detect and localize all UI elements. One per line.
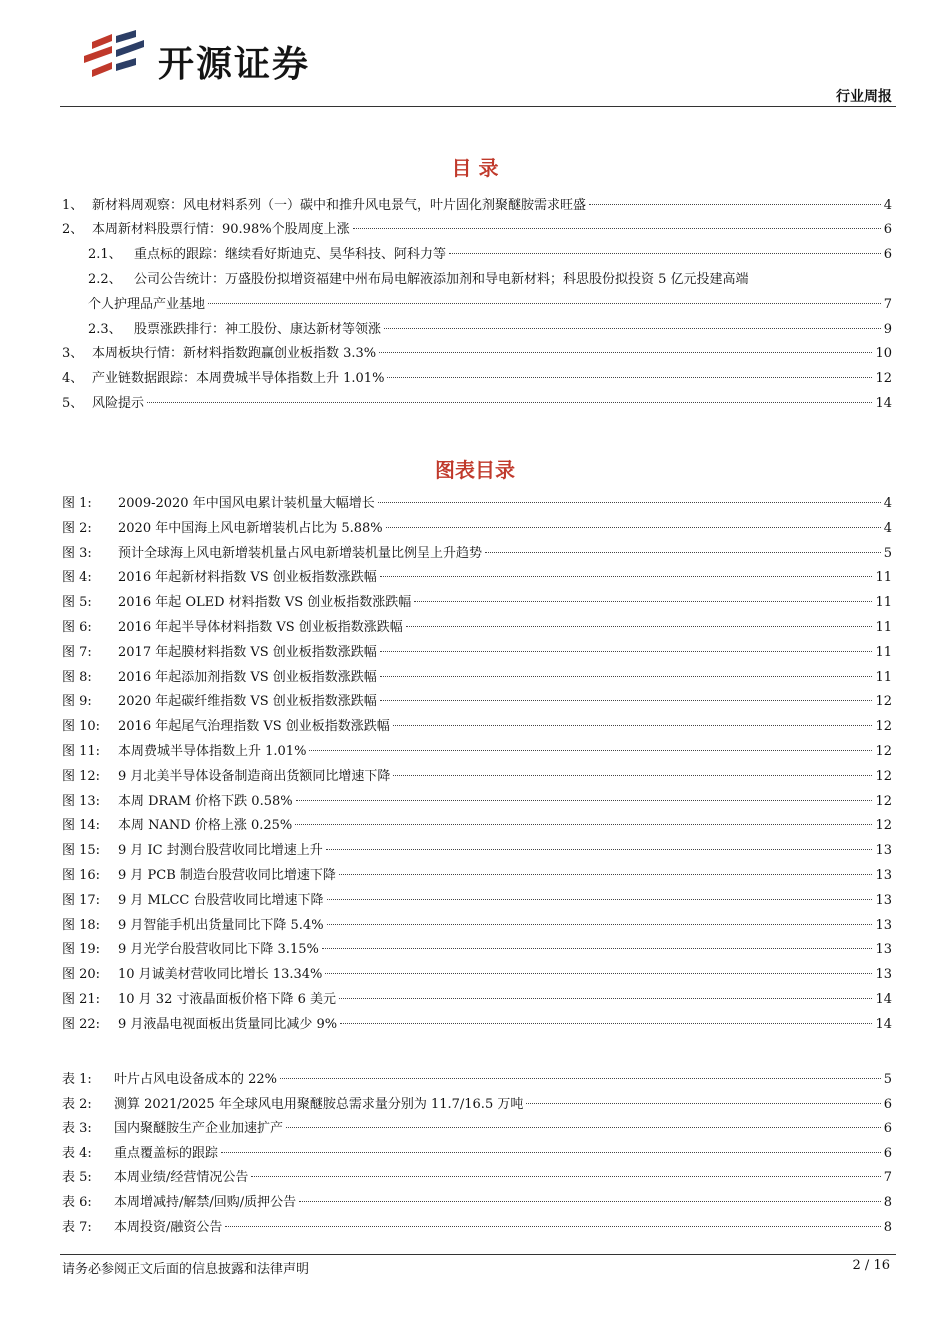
- figures-item-page: 13: [875, 868, 892, 883]
- figures-item-number: 图 8:: [62, 669, 92, 685]
- figures-item-number: 图 1:: [62, 496, 92, 511]
- toc-title: 目 录: [451, 156, 499, 180]
- tables-item-page: 6: [883, 1096, 892, 1112]
- figures-item-number: 图 12:: [62, 768, 101, 784]
- leader-dots: [322, 948, 873, 949]
- toc-item-number: 4、: [62, 371, 84, 386]
- figures-item-text: 本周 DRAM 价格下跌 0.58%: [118, 793, 293, 809]
- figures-item[interactable]: [62, 494, 892, 514]
- toc-item-text: 公司公告统计：万盛股份拟增资福建中州布局电解液添加剂和导电新材料；科思股份拟投资 5 亿元投建高端: [134, 272, 749, 287]
- toc-item-wrapped[interactable]: [88, 270, 892, 290]
- toc-item-text: 股票涨跌排行：神工股份、康达新材等领涨: [134, 322, 382, 337]
- report-type: 行业周报: [836, 89, 892, 105]
- leader-dots: [386, 527, 881, 528]
- toc-item-page: 9: [883, 322, 892, 337]
- tables-item-text: 本周投资/融资公告: [114, 1219, 223, 1235]
- figures-item-text: 9 月液晶电视面板出货量同比减少 9%: [118, 1016, 338, 1032]
- figures-item-text: 2016 年起 OLED 材料指数 VS 创业板指数涨跌幅: [118, 595, 412, 611]
- tables-item-text: 本周增减持/解禁/回购/质押公告: [114, 1195, 297, 1210]
- figures-item-number: 图 10:: [62, 719, 101, 735]
- figures-item-number: 图 18:: [62, 917, 101, 933]
- toc-item-text: 风险提示: [92, 396, 145, 411]
- leader-dots: [380, 651, 873, 652]
- figures-item-number: 图 13:: [62, 793, 101, 809]
- leader-dots: [340, 1023, 872, 1024]
- leader-dots: [325, 973, 872, 974]
- figures-item[interactable]: [62, 767, 892, 787]
- footer-disclaimer: 请务必参阅正文后面的信息披露和法律声明: [62, 1262, 310, 1277]
- figures-item-text: 2016 年起新材料指数 VS 创业板指数涨跌幅: [118, 570, 377, 586]
- figures-item-number: 图 9:: [62, 694, 92, 710]
- page-indicator: 2 / 16: [852, 1258, 890, 1273]
- toc-item-text: 本周板块行情：新材料指数跑赢创业板指数 3.3%: [92, 346, 377, 361]
- toc-item[interactable]: [62, 394, 892, 414]
- figures-item-number: 图 19:: [62, 942, 101, 958]
- leader-dots: [485, 552, 881, 553]
- figures-item-page: 14: [875, 992, 892, 1007]
- figures-item-text: 2009-2020 年中国风电累计装机量大幅增长: [118, 496, 375, 511]
- leader-dots: [406, 626, 873, 627]
- figures-item[interactable]: [62, 544, 892, 564]
- toc-item[interactable]: [62, 344, 892, 364]
- toc-item-page: 12: [875, 371, 892, 386]
- figures-item-number: 图 4:: [62, 570, 92, 586]
- figures-item-number: 图 20:: [62, 967, 101, 983]
- figures-item-page: 11: [875, 595, 892, 611]
- tables-item-number: 表 7:: [62, 1219, 92, 1235]
- toc-item-page: 4: [883, 198, 892, 213]
- leader-dots: [393, 725, 873, 726]
- leader-dots: [526, 1103, 880, 1104]
- figures-item-number: 图 5:: [62, 595, 92, 611]
- toc-item[interactable]: [88, 245, 892, 265]
- leader-dots: [449, 253, 881, 254]
- tables-item-page: 8: [883, 1219, 892, 1235]
- figures-item-page: 13: [875, 843, 892, 859]
- toc-item[interactable]: [62, 220, 892, 240]
- figures-item-number: 图 3:: [62, 545, 92, 561]
- figures-item-number: 图 17:: [62, 892, 101, 908]
- tables-item-page: 6: [883, 1121, 892, 1137]
- figures-item-number: 图 16:: [62, 868, 101, 883]
- tables-item-page: 6: [883, 1145, 892, 1161]
- tables-item-text: 重点覆盖标的跟踪: [114, 1145, 219, 1161]
- leader-dots: [414, 601, 872, 602]
- toc-item-number: 5、: [62, 396, 84, 411]
- toc-item-text: 本周新材料股票行情：90.98%个股周度上涨: [92, 222, 350, 237]
- toc-item-number: 1、: [62, 198, 84, 213]
- leader-dots: [251, 1176, 880, 1177]
- tables-item-text: 叶片占风电设备成本的 22%: [114, 1072, 278, 1087]
- tables-item[interactable]: [62, 1168, 892, 1188]
- toc-item-page: 14: [875, 396, 892, 411]
- figures-item[interactable]: [62, 841, 892, 861]
- figures-title: 图表目录: [435, 458, 515, 482]
- tables-item-number: 表 4:: [62, 1145, 92, 1161]
- figures-item-number: 图 7:: [62, 644, 92, 660]
- leader-dots: [387, 377, 872, 378]
- figures-item[interactable]: [62, 866, 892, 886]
- page-header: [60, 20, 896, 106]
- toc-item-page: 6: [883, 222, 892, 237]
- figures-item-page: 12: [875, 694, 892, 710]
- toc-item[interactable]: [88, 295, 892, 315]
- tables-item-page: 7: [883, 1170, 892, 1186]
- leader-dots: [309, 750, 872, 751]
- figures-item-page: 12: [875, 719, 892, 735]
- tables-item-number: 表 6:: [62, 1195, 92, 1210]
- figures-item-page: 4: [883, 496, 892, 511]
- leader-dots: [353, 228, 881, 229]
- figures-item-page: 12: [875, 744, 892, 759]
- leader-dots: [380, 700, 873, 701]
- tables-item-number: 表 2:: [62, 1096, 92, 1112]
- toc-item-number: 3、: [62, 346, 84, 361]
- leader-dots: [380, 576, 873, 577]
- tables-item-page: 5: [883, 1072, 892, 1087]
- figures-item-number: 图 2:: [62, 520, 92, 536]
- leader-dots: [327, 924, 873, 925]
- figures-item-text: 2017 年起膜材料指数 VS 创业板指数涨跌幅: [118, 644, 377, 660]
- leader-dots: [339, 874, 873, 875]
- figures-item-text: 本周费城半导体指数上升 1.01%: [118, 744, 307, 759]
- tables-item-text: 本周业绩/经营情况公告: [114, 1170, 249, 1186]
- figures-item-text: 9 月光学台股营收同比下降 3.15%: [118, 942, 319, 958]
- header-divider: [60, 106, 896, 107]
- leader-dots: [280, 1078, 881, 1079]
- toc-item-page: 10: [875, 346, 892, 361]
- tables-item[interactable]: [62, 1095, 892, 1115]
- toc-item-number: 2.1、: [88, 247, 122, 262]
- toc-item[interactable]: [62, 369, 892, 389]
- toc-item-text: 产业链数据跟踪：本周费城半导体指数上升 1.01%: [92, 371, 385, 386]
- leader-dots: [589, 204, 881, 205]
- leader-dots: [379, 352, 872, 353]
- figures-item[interactable]: [62, 519, 892, 539]
- figures-item-page: 4: [883, 520, 892, 536]
- figures-item[interactable]: [62, 940, 892, 960]
- figures-item-text: 9 月 MLCC 台股营收同比增速下降: [118, 892, 324, 908]
- tables-item[interactable]: [62, 1218, 892, 1238]
- figures-item-page: 11: [875, 620, 892, 635]
- figures-item-number: 图 11:: [62, 744, 101, 759]
- figures-item-page: 13: [875, 942, 892, 958]
- figures-item[interactable]: [62, 692, 892, 712]
- figures-item-page: 11: [875, 570, 892, 586]
- kaiyuan-logo-icon: [78, 28, 150, 88]
- figures-item-text: 2016 年起添加剂指数 VS 创业板指数涨跌幅: [118, 669, 377, 685]
- footer-divider: [60, 1254, 896, 1255]
- figures-item[interactable]: [62, 568, 892, 588]
- figures-item[interactable]: [62, 618, 892, 638]
- figures-item[interactable]: [62, 990, 892, 1010]
- figures-item-number: 图 21:: [62, 992, 101, 1007]
- figures-item[interactable]: [62, 717, 892, 737]
- tables-item-number: 表 1:: [62, 1072, 92, 1087]
- leader-dots: [295, 824, 872, 825]
- leader-dots: [286, 1127, 881, 1128]
- leader-dots: [225, 1226, 880, 1227]
- toc-item-text-continued: 个人护理品产业基地: [88, 297, 206, 312]
- tables-item-page: 8: [883, 1195, 892, 1210]
- figures-item-page: 14: [875, 1016, 892, 1032]
- figures-item[interactable]: [62, 916, 892, 936]
- figures-item-number: 图 22:: [62, 1016, 101, 1032]
- figures-item[interactable]: [62, 668, 892, 688]
- toc-item-number: 2、: [62, 222, 84, 237]
- figures-item-text: 9 月智能手机出货量同比下降 5.4%: [118, 917, 324, 933]
- leader-dots: [221, 1152, 881, 1153]
- leader-dots: [296, 800, 873, 801]
- figures-item[interactable]: [62, 643, 892, 663]
- figures-item-text: 9 月北美半导体设备制造商出货额同比增速下降: [118, 768, 391, 784]
- figures-item[interactable]: [62, 1015, 892, 1035]
- figures-item-text: 10 月 32 寸液晶面板价格下降 6 美元: [118, 992, 337, 1007]
- figures-item-page: 11: [875, 644, 892, 660]
- leader-dots: [393, 775, 872, 776]
- figures-item[interactable]: [62, 816, 892, 836]
- figures-item-text: 2020 年起碳纤维指数 VS 创业板指数涨跌幅: [118, 694, 377, 710]
- figures-item-text: 2020 年中国海上风电新增装机占比为 5.88%: [118, 520, 383, 536]
- figures-item[interactable]: [62, 891, 892, 911]
- tables-item-text: 国内聚醚胺生产企业加速扩产: [114, 1121, 284, 1137]
- figures-item-text: 10 月诚美材营收同比增长 13.34%: [118, 967, 323, 983]
- figures-item-page: 11: [875, 669, 892, 685]
- toc-item-text: 新材料周观察：风电材料系列（一）碳中和推升风电景气，叶片固化剂聚醚胺需求旺盛: [92, 198, 587, 213]
- figures-item-text: 预计全球海上风电新增装机量占风电新增装机量比例呈上升趋势: [118, 545, 483, 561]
- leader-dots: [327, 899, 873, 900]
- figures-item[interactable]: [62, 792, 892, 812]
- figures-item-number: 图 6:: [62, 620, 92, 635]
- figures-item-text: 本周 NAND 价格上涨 0.25%: [118, 818, 293, 834]
- toc-item[interactable]: [88, 320, 892, 340]
- tables-item[interactable]: [62, 1144, 892, 1164]
- toc-item-page: 6: [883, 247, 892, 262]
- figures-item-text: 9 月 IC 封测台股营收同比增速上升: [118, 843, 323, 859]
- leader-dots: [380, 676, 873, 677]
- toc-item-page: 7: [883, 297, 892, 312]
- figures-item-text: 2016 年起半导体材料指数 VS 创业板指数涨跌幅: [118, 620, 403, 635]
- tables-item-text: 测算 2021/2025 年全球风电用聚醚胺总需求量分别为 11.7/16.5 万吨: [114, 1096, 524, 1112]
- toc-item[interactable]: [62, 196, 892, 216]
- figures-item-number: 图 14:: [62, 818, 101, 834]
- figures-item-number: 图 15:: [62, 843, 101, 859]
- figures-item-page: 13: [875, 892, 892, 908]
- figures-item-page: 5: [883, 545, 892, 561]
- figures-item[interactable]: [62, 742, 892, 762]
- toc-item-number: 2.3、: [88, 322, 122, 337]
- leader-dots: [384, 328, 881, 329]
- leader-dots: [208, 303, 881, 304]
- figures-item[interactable]: [62, 965, 892, 985]
- tables-item-number: 表 5:: [62, 1170, 92, 1186]
- figures-item-page: 13: [875, 967, 892, 983]
- figures-item-page: 12: [875, 818, 892, 834]
- toc-item-text: 重点标的跟踪：继续看好斯迪克、昊华科技、阿科力等: [134, 247, 447, 262]
- figures-item[interactable]: [62, 593, 892, 613]
- figures-item-text: 9 月 PCB 制造台股营收同比增速下降: [118, 868, 336, 883]
- leader-dots: [299, 1201, 881, 1202]
- leader-dots: [326, 849, 873, 850]
- figures-item-page: 13: [875, 917, 892, 933]
- brand-name: 开源证券: [158, 44, 311, 85]
- figures-item-page: 12: [875, 768, 892, 784]
- figures-item-page: 12: [875, 793, 892, 809]
- tables-item[interactable]: [62, 1070, 892, 1090]
- leader-dots: [339, 998, 872, 999]
- leader-dots: [147, 402, 872, 403]
- tables-item-number: 表 3:: [62, 1121, 92, 1137]
- leader-dots: [378, 502, 881, 503]
- figures-item-text: 2016 年起尾气治理指数 VS 创业板指数涨跌幅: [118, 719, 390, 735]
- tables-item[interactable]: [62, 1119, 892, 1139]
- toc-item-number: 2.2、: [88, 272, 122, 287]
- tables-item[interactable]: [62, 1193, 892, 1213]
